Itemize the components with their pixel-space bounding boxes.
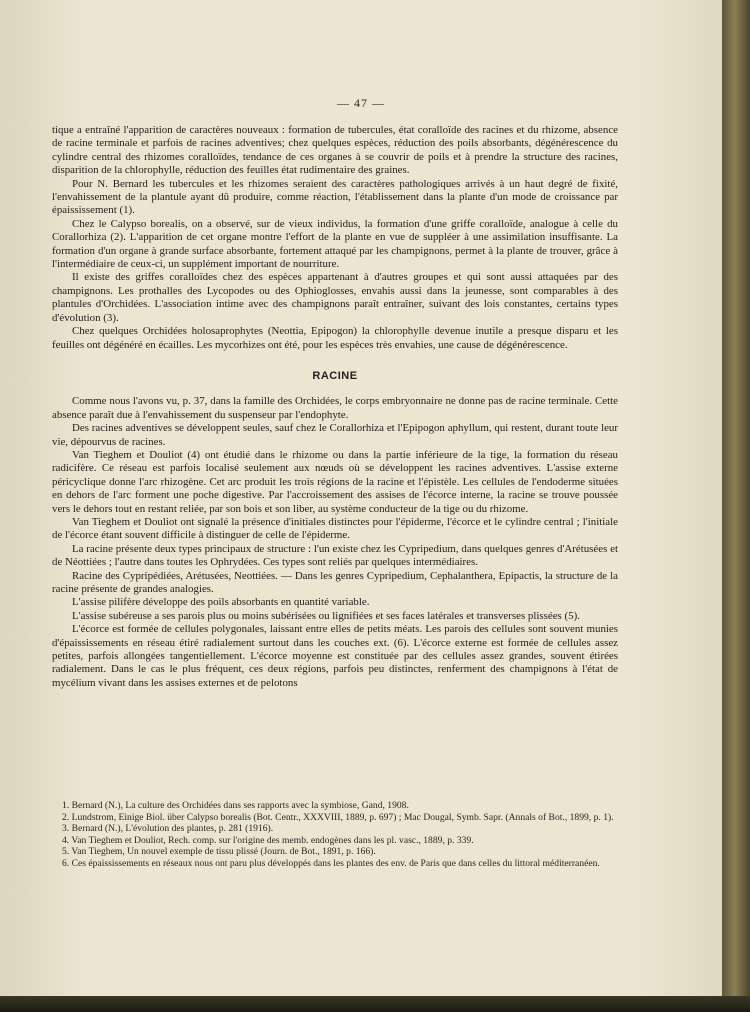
paragraph-racine-2: Des racines adventives se développent seules, sauf chez le Corallorhiza et l'Epipogon aphyllum, qui restent, durant toute leur vie, dépourvus de racines. xyxy=(52,422,618,448)
paragraph-continuation: tique a entraîné l'apparition de caractères nouveaux : formation de tubercules, état coralloïde des racines et du rhizome, absence de racine terminale et parfois de racines adventives; chez quelques espèces, réduction des poils absorbants, dégénérescence du cylindre central des rhizomes coralloïdes, tendance de ces organes à se couvrir de poils et à prendre la structure des racines, disparition de la chlorophylle, réduction des feuilles état rudimentaire des graines. xyxy=(52,124,618,177)
footnote-6: 6. Ces épaississements en réseaux nous ont paru plus développés dans les plantes des env. de Paris que dans celles du littoral méditerranéen. xyxy=(62,857,600,869)
paragraph-racine-3: Van Tieghem et Douliot (4) ont étudié dans le rhizome ou dans la partie inférieure de la tige, la formation du réseau radicifère. Ce réseau est parfois localisé seulement aux nœuds où se développent les racines adventives. L'assise externe péricyclique donne l'arc rhizogène. Cet arc produit les trois régions de la racine et l'épistèle. Les cellules de l'endoderme situées en dehors de l'arc forment une poche digestive. Par l'accroissement des assises de l'écorce interne, la racine se trouve poussée vers le dehors tout en restant reliée, par son bois et son liber, au système conducteur de la tige ou du rhizome. xyxy=(52,448,618,515)
footnote-5: 5. Van Tieghem, Un nouvel exemple de tissu plissé (Journ. de Bot., 1891, p. 166). xyxy=(62,846,376,858)
paragraph-racine-6: Racine des Cypripédiées, Arétusées, Neottiées. — Dans les genres Cypripedium, Cephalanthera, Epipactis, la structure de la racine présente de grandes analogies. xyxy=(52,569,618,595)
paragraph-racine-5: La racine présente deux types principaux de structure : l'un existe chez les Cypripedium, dans quelques genres d'Arétusées et de Néottiées ; l'autre dans toutes les Ophrydées. Ces types sont reliés par quelques intermédiaires. xyxy=(52,542,618,569)
footnote-2: 2. Lundstrom, Einige Biol. über Calypso borealis (Bot. Centr., XXXVIII, 1889, p. 697) ; Mac Dougal, Symb. Sapr. (Annals of Bot., 1899, p. 1). xyxy=(62,811,614,823)
paragraph-racine-1: Comme nous l'avons vu, p. 37, dans la famille des Orchidées, le corps embryonnaire ne donne pas de racine terminale. Cette absence paraît due à l'envahissement du suspenseur par l'endophyte. xyxy=(52,395,618,421)
book-binding-edge xyxy=(722,0,750,1012)
section-heading-racine: RACINE xyxy=(312,369,358,382)
paragraph-racine-9: L'écorce est formée de cellules polygonales, laissant entre elles de petits méats. Les parois des cellules sont souvent munies d'épaississements en réseau étiré radialement surtout dans les couches ext. (6). L'écorce externe est formée de cellules assez petites, parfois allongées tangentiellement. L'écorce moyenne est constituée par des cellules assez grandes, souvent étirées radialement. Dans le cas le plus fréquent, ces deux régions, parfois peu distinctes, renferment des champignons à l'état de mycélium vivant dans les assises externes et de pelotons xyxy=(52,623,618,689)
footnote-1: 1. Bernard (N.), La culture des Orchidées dans ses rapports avec la symbiose, Gand, 1908. xyxy=(62,800,409,811)
footnote-3: 3. Bernard (N.), L'évolution des plantes, p. 281 (1916). xyxy=(62,823,274,835)
paragraph-griffes: Il existe des griffes coralloïdes chez des espèces appartenant à d'autres groupes et qui sont aussi attaquées par des champignons. Les prothalles des Lycopodes ou des Ophioglosses, envahis aussi dans la jeunesse, sont comparables à des plantules d'Orchidées. L'association intime avec des champignons paraît entraîner, suivant des lois constantes, certains types d'évolution (3). xyxy=(52,271,618,324)
body-text xyxy=(52,124,618,690)
paragraph-calypso: Chez le Calypso borealis, on a observé, sur de vieux individus, la formation d'une griffe coralloïde, analogue à celle du Corallorhiza (2). L'apparition de cet organe montre l'effort de la plante en vue de suppléer à une assimilation insuffisante. La formation d'un organe à grande surface absorbante, fortement attaqué par les champignons, permet à la plante de trouver, grâce à l'intermédiaire de ceux-ci, un supplément important de nourriture. xyxy=(52,217,618,271)
page-number: — 47 — xyxy=(337,96,385,110)
page-bottom-edge xyxy=(0,996,750,1012)
paragraph-holosaprophytes: Chez quelques Orchidées holosaprophytes (Neottia, Epipogon) la chlorophylle devenue inutile a presque disparu et les feuilles ont dégénéré en écailles. Les mycorhizes ont été, pour les espèces très envahies, une cause de dégénérescence. xyxy=(52,325,618,351)
paragraph-racine-4: Van Tieghem et Douliot ont signalé la présence d'initiales distinctes pour l'épiderme, l'écorce et le cylindre central ; l'initiale de l'écorce étant souvent difficile à distinguer de celle de l'épiderme. xyxy=(52,515,618,542)
paragraph-racine-8: L'assise subéreuse a ses parois plus ou moins subérisées ou lignifiées et ses faces latérales et transverses plissées (5). xyxy=(72,609,580,622)
footnote-4: 4. Van Tieghem et Douliot, Rech. comp. sur l'origine des memb. endogènes dans les pl. vasc., 1889, p. 339. xyxy=(62,834,474,846)
paragraph-racine-7: L'assise pilifère développe des poils absorbants en quantité variable. xyxy=(72,596,370,609)
footnotes xyxy=(52,800,618,870)
paragraph-bernard: Pour N. Bernard les tubercules et les rhizomes seraient des caractères pathologiques arrivés à un haut degré de fixité, l'envahissement de la plantule ayant dû produire, comme réaction, l'établissement dans la plante d'un mode de croissance par épaississement (1). xyxy=(52,177,618,217)
